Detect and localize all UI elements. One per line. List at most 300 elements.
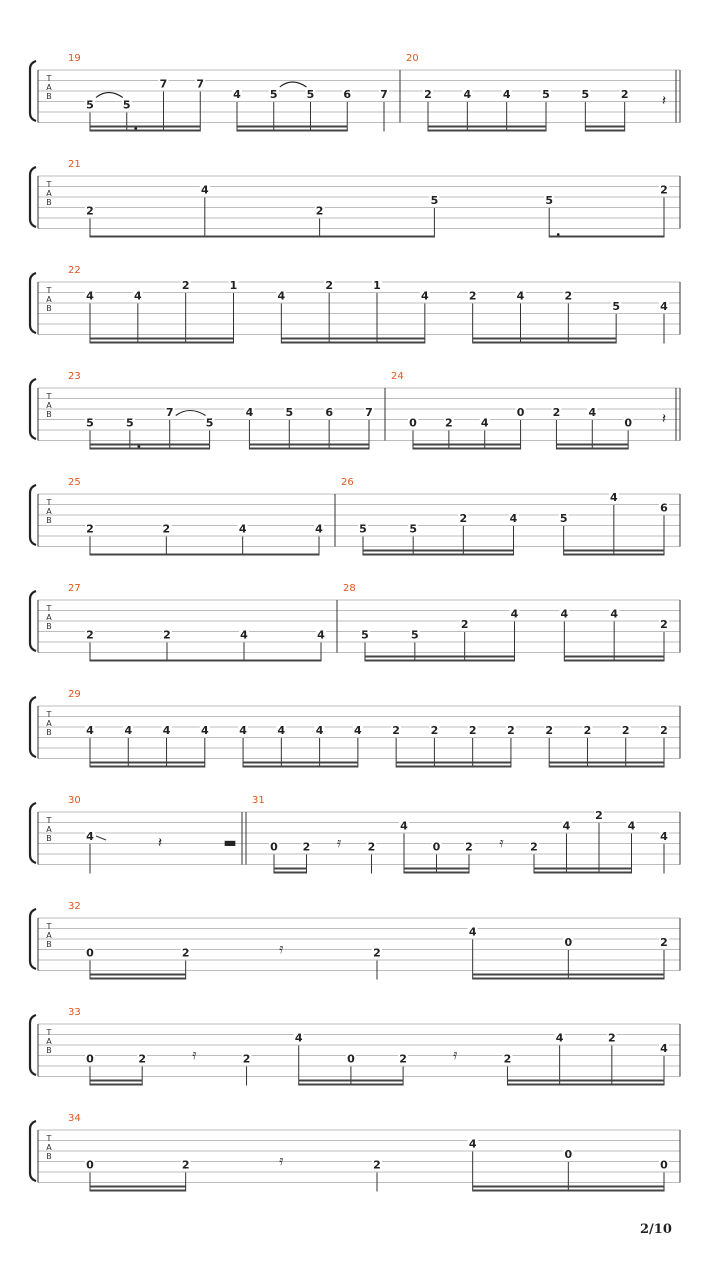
beam — [130, 444, 170, 446]
fret-number: 4 — [610, 491, 618, 504]
beam — [599, 872, 632, 874]
beam — [556, 444, 592, 446]
beam — [329, 342, 377, 344]
beam — [585, 130, 624, 132]
beam — [485, 444, 521, 446]
fret-number: 6 — [660, 501, 668, 515]
beam — [507, 1084, 559, 1086]
fret-number: 4 — [315, 724, 324, 737]
measure-number: 31 — [252, 795, 265, 806]
beam — [463, 550, 513, 552]
fret-number: 5 — [545, 194, 554, 207]
beam — [549, 762, 587, 764]
beam — [320, 762, 358, 764]
fret-number: 4 — [463, 88, 472, 101]
beam — [281, 762, 319, 764]
fret-number: 5 — [581, 88, 590, 101]
tab-system — [30, 689, 680, 768]
beam — [299, 1084, 351, 1086]
fret-number: 5 — [205, 416, 214, 430]
fret-number: 2 — [163, 628, 171, 642]
measure-number: 20 — [406, 53, 419, 64]
fret-number: 2 — [430, 724, 439, 737]
tab-clef-letter: A — [46, 931, 52, 940]
fret-number: 0 — [86, 946, 94, 960]
beam — [128, 762, 166, 764]
beam — [564, 656, 614, 658]
beam — [587, 762, 625, 764]
beam — [243, 554, 319, 556]
fret-number: 2 — [660, 183, 668, 197]
beam — [568, 338, 616, 340]
beam — [90, 342, 138, 344]
sixteenth-rest: 𝄿 — [279, 1153, 284, 1169]
beam — [329, 444, 369, 446]
beam — [377, 338, 425, 340]
fret-number: 6 — [343, 88, 352, 101]
beam — [205, 236, 320, 238]
tab-clef-letter: T — [46, 1134, 52, 1143]
beam — [329, 338, 377, 340]
measure-number: 32 — [68, 901, 81, 912]
fret-number: 5 — [359, 522, 367, 536]
fret-number: 4 — [124, 724, 133, 737]
beam — [449, 444, 485, 446]
fret-number: 5 — [612, 300, 620, 313]
tab-clef-letter: T — [46, 710, 52, 719]
fret-number: 4 — [317, 628, 325, 642]
beam — [592, 444, 628, 446]
measure-number: 24 — [391, 371, 404, 382]
beam — [473, 1186, 569, 1188]
beam — [587, 766, 625, 768]
fret-number: 7 — [365, 406, 373, 419]
beam — [560, 1080, 612, 1082]
beam — [128, 766, 166, 768]
beam — [568, 1186, 664, 1188]
fret-number: 4 — [509, 512, 518, 525]
sixteenth-rest: 𝄿 — [499, 835, 504, 851]
fret-number: 2 — [86, 204, 94, 218]
sixteenth-rest: 𝄿 — [279, 941, 284, 957]
beam — [567, 868, 600, 870]
system-bracket — [30, 697, 36, 757]
fret-number: 0 — [432, 840, 441, 854]
beam — [612, 1084, 664, 1086]
fret-number: 4 — [588, 406, 597, 419]
tab-clef-letter: B — [46, 516, 52, 525]
fret-number: 7 — [196, 77, 205, 91]
beam — [437, 868, 470, 870]
tab-system — [30, 901, 680, 980]
fret-number: 6 — [325, 406, 333, 419]
measure-number: 21 — [68, 159, 81, 170]
beam — [164, 130, 201, 132]
fret-number: 4 — [421, 289, 429, 303]
beam — [90, 130, 127, 132]
beam — [365, 656, 415, 658]
beam — [614, 550, 664, 552]
beam — [521, 338, 569, 340]
fret-number: 4 — [200, 724, 209, 737]
tab-clef-letter: A — [46, 613, 52, 622]
fret-number: 2 — [503, 1052, 512, 1066]
beam — [413, 448, 449, 450]
tab-system — [30, 159, 680, 238]
beam — [592, 448, 628, 450]
beam — [90, 1084, 142, 1086]
beam — [521, 342, 569, 344]
quarter-rest: 𝄽 — [661, 411, 667, 427]
fret-number: 4 — [400, 819, 408, 833]
beam — [320, 766, 358, 768]
beam — [274, 872, 307, 874]
fret-number: 5 — [86, 98, 94, 112]
fret-number: 4 — [480, 416, 489, 430]
tab-clef-letter: T — [46, 286, 52, 295]
beam — [428, 126, 467, 128]
tab-clef-letter: T — [46, 498, 52, 507]
beam — [467, 126, 506, 128]
quarter-rest: 𝄽 — [157, 835, 163, 851]
tab-system — [30, 1113, 680, 1192]
fret-number: 5 — [361, 628, 369, 642]
beam — [415, 660, 465, 662]
beam — [311, 126, 348, 128]
fret-number: 4 — [562, 819, 571, 833]
fret-number: 2 — [620, 88, 629, 101]
beam — [626, 762, 664, 764]
measure-number: 25 — [68, 477, 81, 488]
tab-clef-letter: B — [46, 940, 52, 949]
beam — [90, 974, 186, 976]
fret-number: 0 — [660, 1158, 668, 1172]
tab-clef-letter: B — [46, 410, 52, 419]
sixteenth-rest: 𝄿 — [336, 835, 342, 851]
fret-number: 2 — [660, 618, 668, 631]
measure-number: 22 — [68, 265, 81, 276]
fret-number: 2 — [86, 628, 94, 642]
beam — [463, 554, 513, 556]
beam — [449, 448, 485, 450]
tab-system — [30, 1007, 680, 1086]
fret-number: 4 — [294, 1031, 303, 1045]
fret-number: 5 — [126, 416, 134, 430]
fret-number: 0 — [347, 1052, 355, 1066]
beam — [614, 660, 664, 662]
fret-number: 5 — [285, 406, 294, 419]
fret-number: 4 — [233, 88, 241, 101]
fret-number: 2 — [660, 724, 668, 737]
page-number: 2/10 — [640, 1222, 672, 1237]
beam — [564, 660, 614, 662]
fret-number: 4 — [86, 830, 94, 843]
dot — [137, 445, 140, 448]
fret-number: 2 — [445, 416, 453, 430]
fret-number: 4 — [660, 1042, 668, 1055]
fret-number: 5 — [86, 416, 94, 430]
beam — [249, 448, 289, 450]
beam — [568, 342, 616, 344]
system-bracket — [30, 273, 36, 333]
beam — [351, 1080, 403, 1082]
beam — [507, 1080, 559, 1082]
beam — [507, 130, 546, 132]
sixteenth-rest: 𝄿 — [453, 1047, 458, 1063]
fret-number: 2 — [468, 289, 477, 303]
beam — [274, 130, 311, 132]
fret-number: 2 — [162, 522, 171, 536]
beam — [249, 444, 289, 446]
tie-arc — [280, 82, 307, 87]
fret-number: 0 — [564, 936, 573, 949]
fret-number: 2 — [325, 279, 333, 292]
system-bracket — [30, 379, 36, 439]
beam — [473, 342, 521, 344]
fret-number: 2 — [530, 840, 538, 854]
beam — [90, 660, 167, 662]
beam — [560, 1084, 612, 1086]
fret-number: 4 — [200, 183, 209, 197]
fret-number: 2 — [468, 724, 477, 737]
tab-system — [30, 371, 680, 450]
measure-number: 26 — [341, 477, 354, 488]
tab-clef-letter: A — [46, 1037, 52, 1046]
beam — [534, 872, 567, 874]
fret-number: 4 — [238, 522, 247, 536]
fret-number: 2 — [138, 1052, 147, 1066]
tab-clef-letter: T — [46, 816, 52, 825]
fret-number: 2 — [181, 279, 190, 292]
beam — [90, 554, 166, 556]
fret-number: 2 — [373, 946, 381, 960]
beam — [167, 762, 205, 764]
fret-number: 0 — [564, 1148, 573, 1161]
tab-clef-letter: A — [46, 295, 52, 304]
quarter-rest: 𝄽 — [661, 93, 667, 109]
fret-number: 4 — [240, 628, 248, 642]
sixteenth-rest: 𝄿 — [192, 1047, 197, 1063]
fret-number: 4 — [502, 88, 511, 101]
beam — [170, 444, 210, 446]
fret-number: 2 — [564, 289, 573, 303]
tab-clef-letter: A — [46, 507, 52, 516]
fret-number: 4 — [245, 406, 254, 419]
fret-number: 7 — [165, 406, 174, 419]
measure-number: 34 — [68, 1113, 81, 1124]
dot — [557, 233, 560, 236]
beam — [626, 766, 664, 768]
fret-number: 2 — [545, 724, 554, 737]
beam — [568, 974, 664, 976]
measure-number: 29 — [68, 689, 81, 700]
beam — [244, 660, 321, 662]
tab-clef-letter: B — [46, 728, 52, 737]
system-bracket — [30, 803, 36, 863]
fret-number: 4 — [162, 724, 171, 737]
fret-number: 4 — [560, 607, 569, 621]
fret-number: 2 — [621, 724, 630, 737]
fret-number: 1 — [229, 279, 238, 292]
tab-clef-letter: T — [46, 604, 52, 613]
fret-number: 7 — [380, 88, 388, 101]
beam — [237, 130, 274, 132]
fret-number: 4 — [277, 289, 286, 303]
beam — [467, 130, 506, 132]
fret-number: 4 — [354, 724, 362, 737]
beam — [167, 766, 205, 768]
slide-mark — [96, 836, 106, 840]
fret-number: 4 — [315, 522, 323, 536]
measure-number: 23 — [68, 371, 81, 382]
fret-number: 4 — [86, 724, 94, 737]
fret-number: 2 — [86, 522, 94, 536]
beam — [564, 550, 614, 552]
beam — [243, 762, 281, 764]
beam — [329, 448, 369, 450]
beam — [90, 338, 138, 340]
tab-clef-letter: A — [46, 825, 52, 834]
tie-arc — [96, 93, 123, 98]
beam — [567, 872, 600, 874]
fret-number: 4 — [86, 289, 94, 303]
beam — [363, 550, 413, 552]
beam — [166, 554, 242, 556]
beam — [564, 554, 614, 556]
beam — [485, 448, 521, 450]
beam — [90, 1186, 186, 1188]
measure-number: 27 — [68, 583, 81, 594]
tab-system — [30, 583, 680, 662]
beam — [90, 766, 128, 768]
beam — [413, 550, 463, 552]
fret-number: 4 — [468, 925, 477, 939]
beam — [434, 766, 472, 768]
beam — [434, 762, 472, 764]
beam — [534, 868, 567, 870]
fret-number: 2 — [367, 840, 376, 854]
beam — [365, 660, 415, 662]
beam — [465, 656, 515, 658]
beam — [90, 762, 128, 764]
beam — [281, 766, 319, 768]
fret-number: 5 — [559, 512, 568, 525]
fret-number: 7 — [159, 77, 168, 91]
tab-system — [30, 795, 680, 874]
fret-number: 2 — [181, 1158, 190, 1172]
system-bracket — [30, 1015, 36, 1075]
fret-number: 2 — [595, 809, 603, 822]
fret-number: 2 — [607, 1031, 616, 1045]
beam — [127, 130, 164, 132]
tab-clef-letter: T — [46, 1028, 52, 1037]
fret-number: 2 — [242, 1052, 251, 1066]
fret-number: 0 — [409, 416, 417, 430]
beam — [164, 126, 201, 128]
beam — [396, 762, 434, 764]
beam — [568, 1190, 664, 1192]
beam — [507, 126, 546, 128]
tab-clef-letter: B — [46, 622, 52, 631]
tab-clef-letter: B — [46, 92, 52, 101]
beam — [614, 554, 664, 556]
beam — [274, 126, 311, 128]
beam — [167, 660, 244, 662]
beam — [237, 126, 274, 128]
beam — [465, 660, 515, 662]
fret-number: 5 — [430, 194, 439, 207]
fret-number: 4 — [510, 607, 519, 621]
tab-clef-letter: B — [46, 304, 52, 313]
measure-number: 33 — [68, 1007, 81, 1018]
beam — [473, 766, 511, 768]
beam — [90, 978, 186, 980]
beam — [614, 656, 664, 658]
beam — [568, 978, 664, 980]
beam — [404, 872, 437, 874]
beam — [377, 342, 425, 344]
measure-number: 30 — [68, 795, 81, 806]
beam — [90, 1190, 186, 1192]
dot — [134, 127, 137, 130]
beam — [473, 762, 511, 764]
beam — [90, 448, 130, 450]
beam — [281, 342, 329, 344]
tab-clef-letter: B — [46, 834, 52, 843]
beam — [413, 554, 463, 556]
tab-clef-letter: A — [46, 401, 52, 410]
fret-number: 2 — [507, 724, 515, 737]
tab-clef-letter: B — [46, 198, 52, 207]
fret-number: 4 — [468, 1137, 477, 1151]
fret-number: 2 — [465, 840, 473, 854]
beam — [138, 342, 186, 344]
system-bracket — [30, 167, 36, 227]
beam — [138, 338, 186, 340]
fret-number: 2 — [583, 724, 592, 737]
tab-clef-letter: T — [46, 392, 52, 401]
beam — [320, 236, 435, 238]
tab-clef-letter: A — [46, 189, 52, 198]
half-rest: ▬ — [223, 835, 237, 851]
tab-clef-letter: T — [46, 74, 52, 83]
fret-number: 2 — [424, 88, 432, 101]
system-bracket — [30, 485, 36, 545]
fret-number: 4 — [516, 289, 525, 303]
beam — [437, 872, 470, 874]
beam — [473, 974, 569, 976]
beam — [473, 1190, 569, 1192]
beam — [90, 126, 127, 128]
beam — [289, 444, 329, 446]
tab-clef-letter: T — [46, 922, 52, 931]
beam — [549, 766, 587, 768]
beam — [351, 1084, 403, 1086]
fret-number: 5 — [411, 628, 419, 642]
beam — [473, 978, 569, 980]
fret-number: 2 — [181, 946, 190, 960]
beam — [170, 448, 210, 450]
fret-number: 2 — [373, 1158, 381, 1172]
beam — [90, 1080, 142, 1082]
beam — [549, 236, 664, 238]
beam — [413, 444, 449, 446]
fret-number: 2 — [399, 1052, 407, 1066]
beam — [473, 338, 521, 340]
beam — [243, 766, 281, 768]
beam — [90, 236, 205, 238]
tab-system — [30, 477, 680, 556]
